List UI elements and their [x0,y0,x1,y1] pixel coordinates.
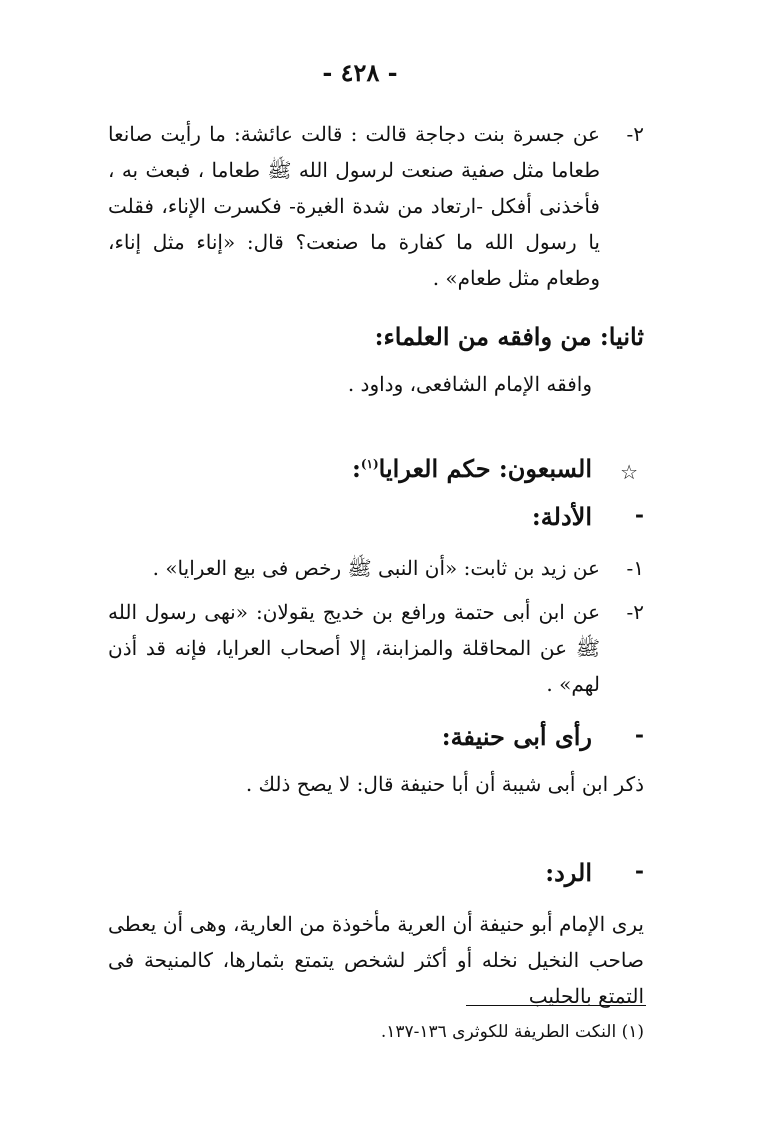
footnote-ref[interactable]: (١) [360,457,379,471]
evidence-heading: الأدلة: [531,502,592,531]
evidence-dash: - [634,502,644,528]
list-item-text: عن جسرة بنت دجاجة قالت : قالت عائشة: ما رأيت صانعا طعاما مثل صفية صنعت لرسول الله ﷺ طعاما ، فبعث به ، فأخذنى أفكل -ارتعاد من شدة الغيرة- فكسرت الإناء، فقلت يا رسول الله ما كفارة ما صنعت؟ قال: «إناء مثل إناء، وطعام مثل طعام» . [108,122,600,290]
evidence-item-2 [108,594,644,702]
page-number: - ٤٢٨ - [322,58,398,87]
section-heading-seventy-text: السبعون: حكم العرايا [378,454,592,483]
list-item-number: ٢- [626,122,644,146]
list-item-text: عن ابن أبى حتمة ورافع بن خديج يقولان: «نهى رسول الله ﷺ عن المحاقلة والمزابنة، إلا أصحاب العرايا، فإنه قد أذن لهم» . [108,600,600,696]
reply-dash: - [634,858,644,884]
section-heading-seventy [352,454,592,483]
list-item-number: ١- [626,556,644,580]
abu-hanifa-text: ذكر ابن أبى شيبة أن أبا حنيفة قال: لا يصح ذلك . [245,772,644,796]
star-icon: ☆ [620,460,638,484]
abu-hanifa-dash: - [634,722,644,748]
list-item-number: ٢- [626,600,644,624]
reply-text: يرى الإمام أبو حنيفة أن العرية مأخوذة من العارية، وهى أن يعطى صاحب النخيل نخله أو أكثر لشخص يتمتع بثمارها، كالمنيحة فى التمتع بالحليب [108,912,644,1008]
footnote: (١) النكت الطريفة للكوثرى ١٣٦-١٣٧. [380,1022,644,1042]
list-item-2-top [108,116,644,296]
footnote-divider [466,1005,646,1006]
section-heading-second: ثانيا: من وافقه من العلماء: [374,322,644,351]
list-item-text: عن زيد بن ثابت: «أن النبى ﷺ رخص فى بيع العرايا» . [152,556,600,580]
evidence-item-1 [108,550,644,586]
reply-heading: الرد: [545,858,592,887]
section-second-text: وافقه الإمام الشافعى، وداود . [347,372,592,396]
heading-colon: : [351,454,361,483]
abu-hanifa-heading: رأى أبى حنيفة: [441,722,592,751]
